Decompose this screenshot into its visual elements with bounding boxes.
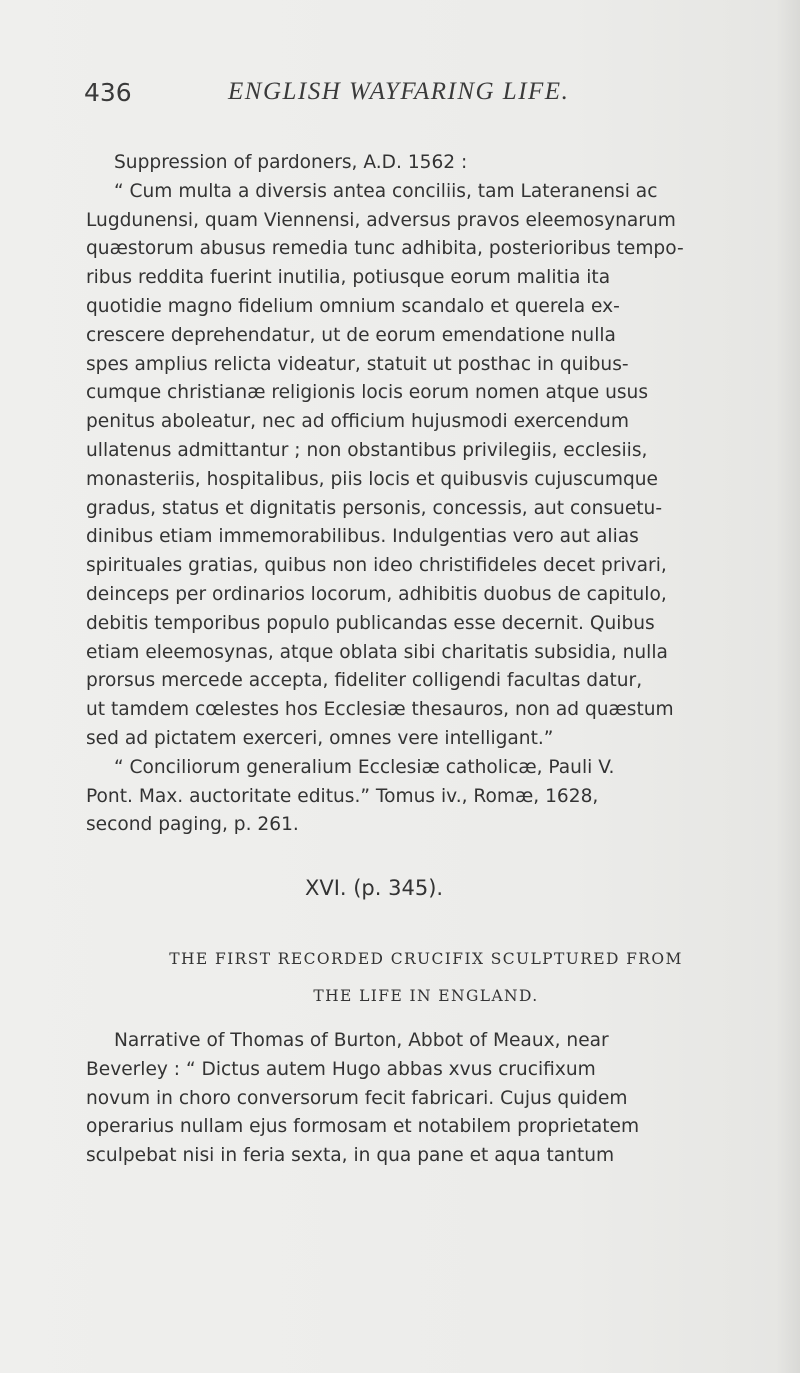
text-line: ribus reddita fuerint inutilia, potiusque eorum malitia ita — [86, 267, 611, 289]
text-line: operarius nullam ejus formosam et notabilem proprietatem — [86, 1116, 640, 1138]
pardoners-passage — [86, 149, 766, 840]
section-title-line: THE LIFE IN ENGLAND. — [313, 987, 539, 1005]
section-heading: XVI. (p. 345). — [304, 876, 444, 900]
text-line: “ Cum multa a diversis antea conciliis, tam Lateranensi ac — [114, 180, 658, 202]
citation-line: second paging, p. 261. — [86, 814, 299, 836]
text-line: quæstorum abusus remedia tunc adhibita, posterioribus tempo- — [86, 238, 684, 260]
text-line: Lugdunensi, quam Viennensi, adversus pravos eleemosynarum — [86, 209, 676, 231]
text-line: ullatenus admittantur ; non obstantibus privilegiis, ecclesiis, — [86, 439, 648, 461]
text-line: spes amplius relicta videatur, statuit ut posthac in quibus- — [86, 353, 629, 375]
text-line: dinibus etiam immemorabilibus. Indulgentias vero aut alias — [86, 526, 639, 548]
text-line: crescere deprehendatur, ut de eorum emendatione nulla — [86, 324, 616, 346]
running-head: ENGLISH WAYFARING LIFE. — [228, 78, 570, 105]
text-line: spirituales gratias, quibus non ideo christifideles decet privari, — [86, 555, 667, 577]
citation-line: Pont. Max. auctoritate editus.” Tomus iv., Romæ, 1628, — [86, 785, 599, 807]
text-line: prorsus mercede accepta, fideliter colligendi facultas datur, — [86, 670, 643, 692]
text-line: etiam eleemosynas, atque oblata sibi charitatis subsidia, nulla — [86, 641, 668, 663]
text-line: debitis temporibus populo publicandas esse decernit. Quibus — [86, 612, 655, 634]
page-number: 436 — [84, 78, 132, 107]
section-title — [86, 941, 766, 1015]
text-line: sed ad pictatem exerceri, omnes vere intelligant.” — [86, 727, 554, 749]
page-header — [84, 78, 734, 118]
text-line: monasteriis, hospitalibus, piis locis et quibusvis cujuscumque — [86, 468, 658, 490]
crucifix-passage — [86, 1027, 766, 1171]
text-line: quotidie magno fidelium omnium scandalo et querela ex- — [86, 295, 620, 317]
citation-line: “ Conciliorum generalium Ecclesiæ catholicæ, Pauli V. — [114, 756, 615, 778]
text-line: cumque christianæ religionis locis eorum nomen atque usus — [86, 382, 649, 404]
text-line: penitus aboleatur, nec ad officium hujusmodi exercendum — [86, 411, 629, 433]
section-title-line: THE FIRST RECORDED CRUCIFIX SCULPTURED FROM — [169, 950, 683, 968]
text-line: Suppression of pardoners, A.D. 1562 : — [114, 152, 468, 173]
text-line: deinceps per ordinarios locorum, adhibitis duobus de capitulo, — [86, 583, 667, 605]
text-line: Beverley : “ Dictus autem Hugo abbas xvus crucifixum — [86, 1058, 596, 1080]
text-line: ut tamdem cœlestes hos Ecclesiæ thesauros, non ad quæstum — [86, 699, 674, 721]
text-line: novum in choro conversorum fecit fabricari. Cujus quidem — [86, 1087, 628, 1109]
text-line: gradus, status et dignitatis personis, concessis, aut consuetu- — [86, 497, 663, 519]
text-line: Narrative of Thomas of Burton, Abbot of Meaux, near — [114, 1030, 609, 1051]
text-line: sculpebat nisi in feria sexta, in qua pane et aqua tantum — [86, 1145, 615, 1167]
